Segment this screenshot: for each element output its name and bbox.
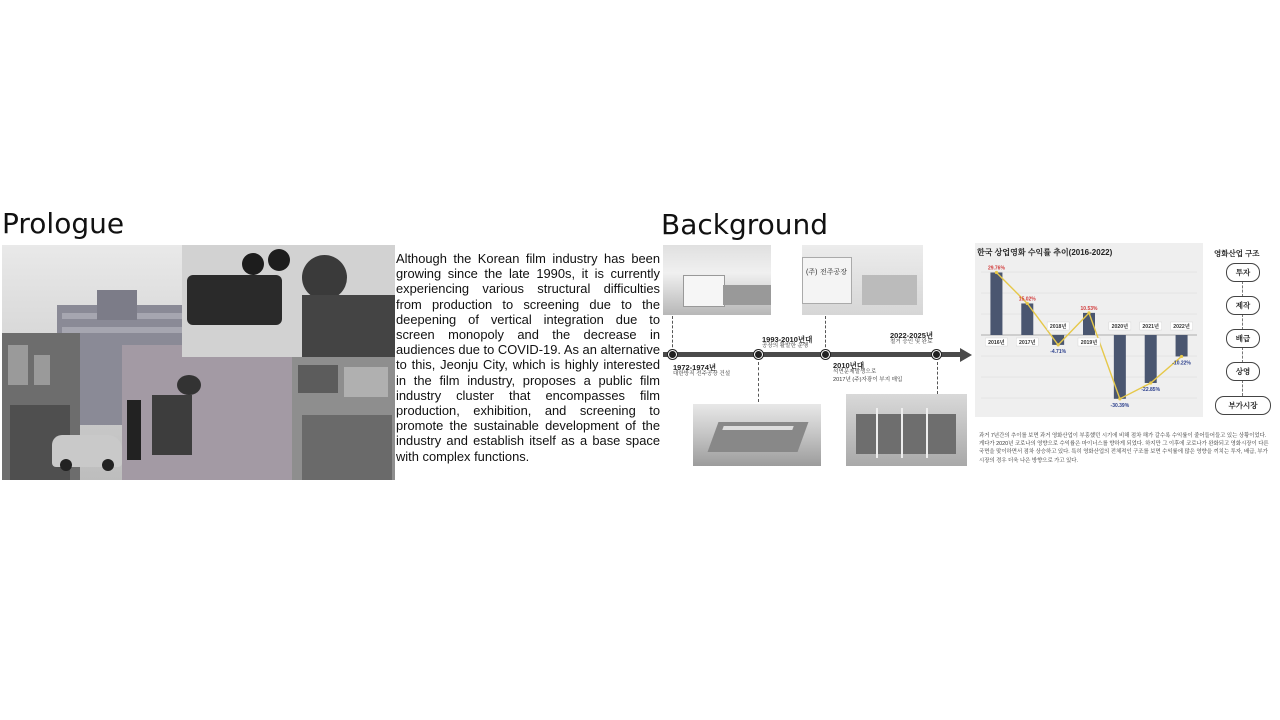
timeline-connector [672,316,673,352]
chart-caption: 과거 7년간의 추이를 보면 과거 영화산업이 부흥했던 시기에 비해 점차 해가 갈수록 수익률이 줄어들어들고 있는 상황이었다. 게다가 2020년 코로나의 영향으로 수익률은 마이너스를 향하게 되었다. 하지만 그 이후에 코로나가 완화되고 영화시장이 다른 국면을 맞이하면서 점차 상승하고 있다. 특히 영화산업의 전체적인 구조를 보면 수익률에 많은 영향을 끼치는 투자, 배급, 부가시장의 경우 더욱 나은 방향으로 가고 있다. [979,433,1269,464]
chart-bar [1176,335,1188,356]
chart-category-label: 2020년 [1111,324,1129,330]
chart-category-label: 2017년 [1019,340,1036,346]
timeline-desc: 2017년 (주)자광이 부지 매입 [833,377,903,383]
chart-category-label: 2018년 [1049,324,1067,330]
timeline-year: 2022-2025년 [890,331,934,340]
chart-trend-point [1057,343,1060,346]
factory-aerial-photo [693,404,821,466]
prologue-title: Prologue [2,207,125,240]
revenue-chart [975,243,1203,417]
timeline-year: 2010년대 [833,361,865,370]
timeline-desc: 석면문제발생으로 [833,369,877,375]
chart-bar [1114,335,1126,399]
structure-item-distribution: 배급 [1226,329,1260,348]
chart-trend-point [1118,397,1121,400]
timeline-connector [937,362,938,394]
timeline-marker [754,350,763,359]
chart-trend-point [1149,381,1152,384]
chart-category-label: 2019년 [1080,340,1098,346]
chart-value-label: 15.02% [1018,296,1036,303]
chart-value-label: -30.39% [1110,402,1130,409]
chart-trend-point [1180,355,1183,358]
chart-bar [1145,335,1157,383]
chart-value-label: -10.22% [1172,360,1191,367]
timeline-desc: 철거 승인 및 완료 [890,339,933,345]
structure-item-investment: 투자 [1226,263,1260,282]
factory-sign-photo [802,245,923,315]
timeline-connector [758,362,759,402]
prologue-collage-image [2,245,395,480]
chart-title: 한국 상업영화 수익률 추이(2016-2022) [977,248,1113,257]
prologue-description: Although the Korean film industry has been growing since the late 1990s, it is currently experiencing various structural difficulties from production to screening due to the deepening of vertical integration due to screen monopoly and the decrease in audiences due to COVID-19. As an alternative to this, Jeonju City, which is highly interested in the film industry, proposes a public film industry cluster that encompasses film production, exhibition, and screening to promote the sustainable development of the industry and establish itself as a base space with complex functions. [396,251,660,464]
timeline-arrow-icon [960,348,972,362]
chart-category-label: 2022년 [1173,324,1190,330]
structure-connector [1242,314,1243,330]
timeline-year: 1972-1974년 [673,363,717,372]
timeline-year: 1993-2010년대 [762,335,813,344]
chart-category-label: 2016년 [988,340,1005,346]
timeline-marker [668,350,677,359]
chart-value-label: -22.85% [1141,386,1161,393]
structure-connector [1242,281,1243,297]
structure-connector [1242,347,1243,363]
chart-category-label: 2021년 [1142,324,1159,330]
timeline-axis [663,352,961,357]
chart-value-label: -4.71% [1050,348,1067,355]
sign-text: 전주공장 [820,269,848,276]
timeline-desc: 대한방직 전주공장 건설 [673,371,731,377]
timeline-marker [932,350,941,359]
chart-bar [990,273,1002,335]
factory-demolition-photo [846,394,967,466]
background-title: Background [661,208,829,241]
structure-item-screening: 상영 [1226,362,1260,381]
sign-mark: (주) [806,269,818,276]
timeline-connector [825,316,826,352]
chart-value-label: 29.76% [987,265,1005,272]
structure-connector [1242,380,1243,396]
structure-title: 영화산업 구조 [1214,249,1260,258]
factory-exterior-photo [663,245,771,315]
structure-item-production: 제작 [1226,296,1260,315]
structure-item-ancillary-market: 부가시장 [1215,396,1271,415]
timeline-marker [821,350,830,359]
chart-value-label: 10.53% [1080,305,1098,312]
timeline-desc: 공장의 활발한 운행 [762,343,809,349]
